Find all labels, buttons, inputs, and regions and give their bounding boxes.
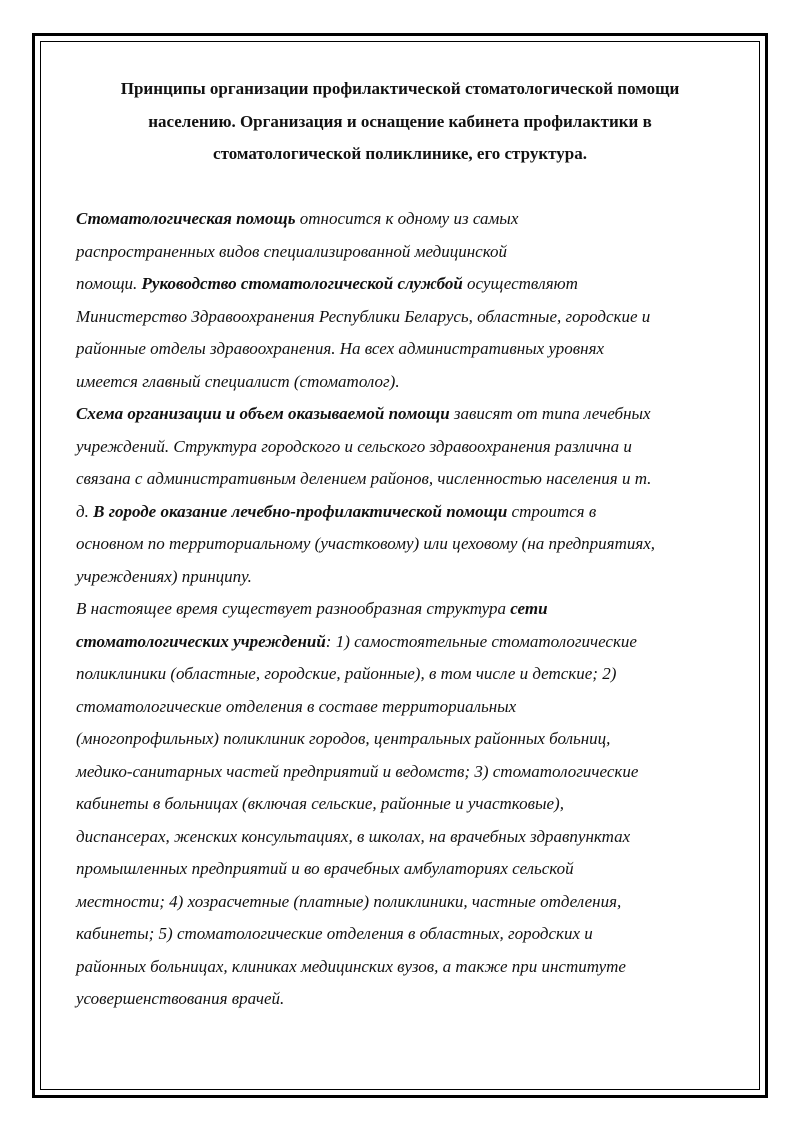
text-line: поликлиники (областные, городские, районные), в том числе и детские; 2) (76, 664, 617, 683)
text-line: связана с административным делением районов, численностью населения и т. (76, 469, 652, 488)
text-line (76, 626, 736, 659)
text-line: кабинеты в больницах (включая сельские, районные и участковые), (76, 794, 564, 813)
text-line: основном по территориальному (участковому) или цеховому (на предприятиях, (76, 534, 656, 553)
bold-term: В городе оказание лечебно-профилактической помощи (93, 501, 508, 521)
text-line: Министерство Здравоохранения Республики Беларусь, областные, городские и (76, 306, 651, 326)
bold-term: Руководство стоматологической службой (141, 274, 463, 293)
bold-term: сети (510, 599, 548, 618)
text-span: осуществляют (462, 274, 578, 293)
text-line: стоматологические отделения в составе территориальных (76, 696, 517, 716)
text-line: районных больницах, клиниках медицинских вузов, а также при институте (76, 956, 626, 976)
bold-term: Стоматологическая помощь (76, 209, 296, 228)
text-span: : 1) самостоятельные стоматологические (325, 631, 637, 651)
text-span: зависят от типа лечебных (449, 404, 651, 423)
text-line: учреждений. Структура городского и сельского здравоохранения различна и (76, 436, 632, 456)
text-line: диспансерах, женских консультациях, в школах, на врачебных здравпунктах (76, 826, 631, 846)
text-line: кабинеты; 5) стоматологические отделения в областных, городских и (76, 924, 593, 943)
text-line: местности; 4) хозрасчетные (платные) поликлиники, частные отделения, (76, 891, 622, 911)
title-line: стоматологической поликлинике, его структура. (213, 144, 587, 163)
text-span: помощи. (76, 274, 142, 293)
text-line (76, 203, 736, 236)
text-line: (многопрофильных) поликлиник городов, центральных районных больниц, (76, 729, 611, 748)
text-line (76, 268, 736, 301)
paragraph-institution-network (76, 593, 736, 1016)
document-title (70, 73, 730, 171)
text-line: медико-санитарных частей предприятий и ведомств; 3) стоматологические (76, 761, 639, 781)
text-span: В настоящее время существует разнообразная структура (76, 599, 511, 618)
text-line: промышленных предприятий и во врачебных амбулаториях сельской (76, 859, 574, 878)
title-line: Принципы организации профилактической стоматологической помощи (120, 79, 680, 98)
text-line: имеется главный специалист (стоматолог). (76, 371, 400, 391)
text-span: д. (76, 501, 94, 521)
text-line: районные отделы здравоохранения. На всех административных уровнях (76, 339, 605, 358)
title-line: населению. Организация и оснащение кабинета профилактики в (148, 111, 652, 131)
text-line (76, 398, 736, 431)
text-span: строится в (507, 501, 597, 521)
bold-term: стоматологических учреждений (76, 631, 326, 651)
text-line: учреждениях) принципу. (76, 566, 252, 586)
text-line: распространенных видов специализированной медицинской (76, 241, 508, 261)
text-line: усовершенствования врачей. (76, 989, 285, 1008)
document-body (76, 203, 736, 1016)
bold-term: Схема организации и объем оказываемой помощи (76, 404, 450, 423)
paragraph-stomatological-help (76, 203, 736, 398)
text-span: относится к одному из самых (295, 209, 519, 228)
paragraph-organization-scheme (76, 398, 736, 593)
text-line (76, 593, 736, 626)
text-line (76, 496, 736, 529)
